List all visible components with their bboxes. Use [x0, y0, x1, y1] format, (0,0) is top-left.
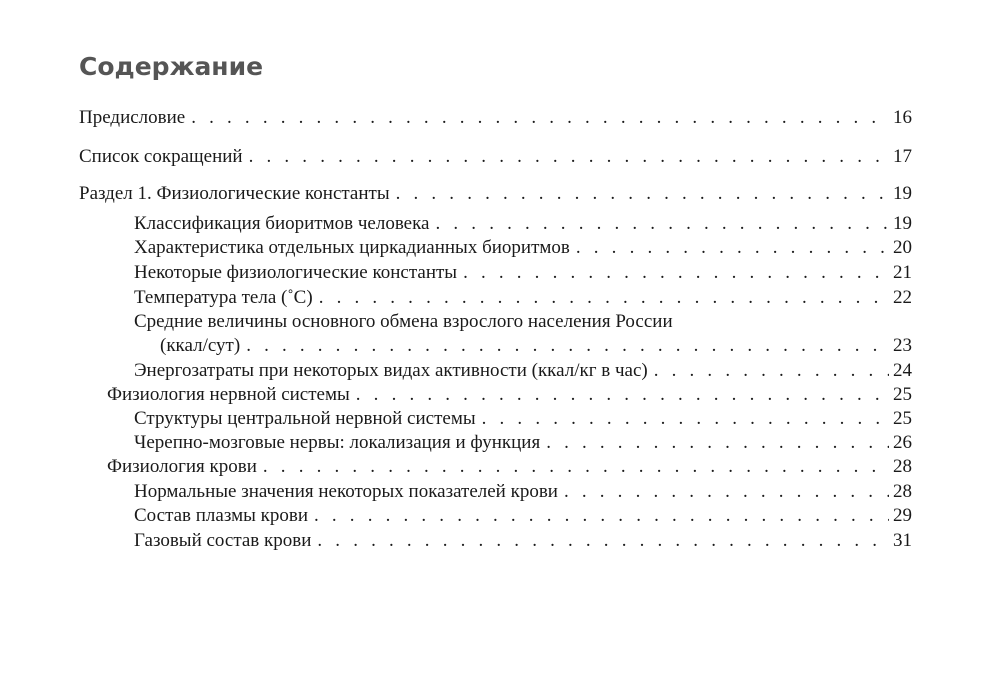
toc-entry-label: Предисловие: [79, 107, 186, 128]
toc-entry-body-temperature[interactable]: [134, 286, 912, 310]
dot-leader: [482, 407, 889, 431]
toc-entry-blood-normal-values[interactable]: [134, 480, 912, 504]
toc-entry-label: Структуры центральной нервной системы: [134, 408, 476, 429]
toc-page-number: 24: [893, 360, 912, 381]
toc-entry-label: Газовый состав крови: [134, 530, 312, 551]
toc-entry-label: Физиология нервной системы: [107, 384, 350, 405]
toc-entry-label: Черепно-мозговые нервы: локализация и функция: [134, 432, 541, 453]
toc-entry-label: Физиология крови: [107, 456, 257, 477]
toc-entry-cns-structures[interactable]: [134, 407, 912, 431]
toc-page-number: 22: [893, 287, 912, 308]
dot-leader: [463, 261, 889, 285]
toc-page-number: 25: [893, 408, 912, 429]
toc-page-number: 16: [893, 107, 912, 128]
toc-entry-abbreviations[interactable]: [79, 145, 912, 169]
dot-leader: [249, 145, 889, 169]
dot-leader: [246, 334, 889, 358]
dot-leader: [314, 504, 889, 528]
toc-page-number: 25: [893, 384, 912, 405]
dot-leader: [396, 182, 889, 206]
toc-entry-section-1[interactable]: [79, 182, 912, 206]
toc-entry-basal-metabolism-line1[interactable]: Средние величины основного обмена взрослого населения России: [134, 311, 673, 332]
dot-leader: [356, 383, 889, 407]
toc-entry-label: Список сокращений: [79, 146, 243, 167]
toc-page-number: 31: [893, 530, 912, 551]
toc-entry-label: (ккал/сут): [160, 335, 241, 356]
dot-leader: [191, 106, 889, 130]
toc-page-number: 19: [893, 213, 912, 234]
toc-page-number: 28: [893, 481, 912, 502]
dot-leader: [436, 212, 890, 236]
toc-entry-biorhythm-classification[interactable]: [134, 212, 912, 236]
dot-leader: [317, 529, 889, 553]
toc-entry-label: Энергозатраты при некоторых видах активности (ккал/кг в час): [134, 360, 648, 381]
toc-page-number: 26: [893, 432, 912, 453]
toc-entry-basal-metabolism[interactable]: [160, 334, 912, 358]
toc-entry-nervous-system[interactable]: [107, 383, 912, 407]
toc-page-number: 23: [893, 335, 912, 356]
toc-entry-label: Классификация биоритмов человека: [134, 213, 430, 234]
toc-page-number: 21: [893, 262, 912, 283]
dot-leader: [546, 431, 889, 455]
toc-entry-blood-physiology[interactable]: [107, 455, 912, 479]
toc-page-number: 29: [893, 505, 912, 526]
toc-entry-label: Нормальные значения некоторых показателей крови: [134, 481, 558, 502]
toc-page-number: 28: [893, 456, 912, 477]
toc-entry-label: Состав плазмы крови: [134, 505, 308, 526]
dot-leader: [564, 480, 889, 504]
toc-entry-energy-expenditure[interactable]: [134, 359, 912, 383]
toc-page-number: 19: [893, 183, 912, 204]
toc-entry-label: Некоторые физиологические константы: [134, 262, 458, 283]
toc-entry-label: Характеристика отдельных циркадианных биоритмов: [134, 237, 570, 258]
toc-entry-label: Раздел 1. Физиологические константы: [79, 183, 390, 204]
dot-leader: [576, 236, 889, 260]
toc-entry-cranial-nerves[interactable]: [134, 431, 912, 455]
toc-page-number: 20: [893, 237, 912, 258]
toc-entry-blood-gases[interactable]: [134, 529, 912, 553]
toc-entry-circadian-biorhythms[interactable]: [134, 236, 912, 260]
dot-leader: [263, 455, 889, 479]
toc-entry-preface[interactable]: [79, 106, 912, 130]
toc-page-number: 17: [893, 146, 912, 167]
dot-leader: [654, 359, 889, 383]
page-title: Содержание: [79, 52, 264, 81]
dot-leader: [319, 286, 889, 310]
toc-entry-blood-plasma[interactable]: [134, 504, 912, 528]
toc-entry-label: Температура тела (˚С): [134, 287, 313, 308]
toc-entry-physiological-constants[interactable]: [134, 261, 912, 285]
